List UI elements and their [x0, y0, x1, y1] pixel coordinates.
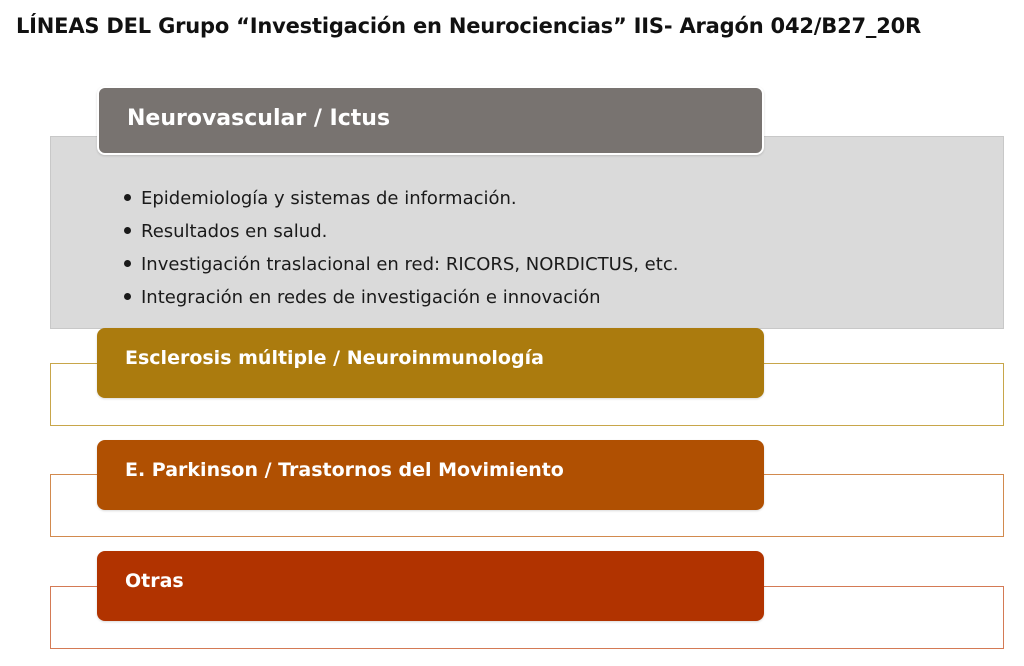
page-title: LÍNEAS DEL Grupo “Investigación en Neurociencias” IIS- Aragón 042/B27_20R: [16, 14, 921, 38]
bullet-dot-icon: [124, 227, 131, 234]
bullet-dot-icon: [124, 260, 131, 267]
parkinson-header: E. Parkinson / Trastornos del Movimiento: [97, 440, 764, 510]
bullet-text: Epidemiología y sistemas de información.: [141, 188, 517, 209]
bullet-text: Integración en redes de investigación e innovación: [141, 287, 601, 308]
bullet-dot-icon: [124, 194, 131, 201]
bullet-item: [124, 218, 678, 251]
bullet-item: [124, 251, 678, 284]
esclerosis-header: Esclerosis múltiple / Neuroinmunología: [97, 328, 764, 398]
bullet-item: [124, 284, 678, 317]
otras-header: Otras: [97, 551, 764, 621]
neurovascular-bullet-list: [124, 185, 678, 317]
neurovascular-header: Neurovascular / Ictus: [97, 86, 764, 155]
bullet-dot-icon: [124, 293, 131, 300]
bullet-text: Resultados en salud.: [141, 221, 328, 242]
bullet-text: Investigación traslacional en red: RICORS, NORDICTUS, etc.: [141, 254, 679, 275]
bullet-item: [124, 185, 678, 218]
